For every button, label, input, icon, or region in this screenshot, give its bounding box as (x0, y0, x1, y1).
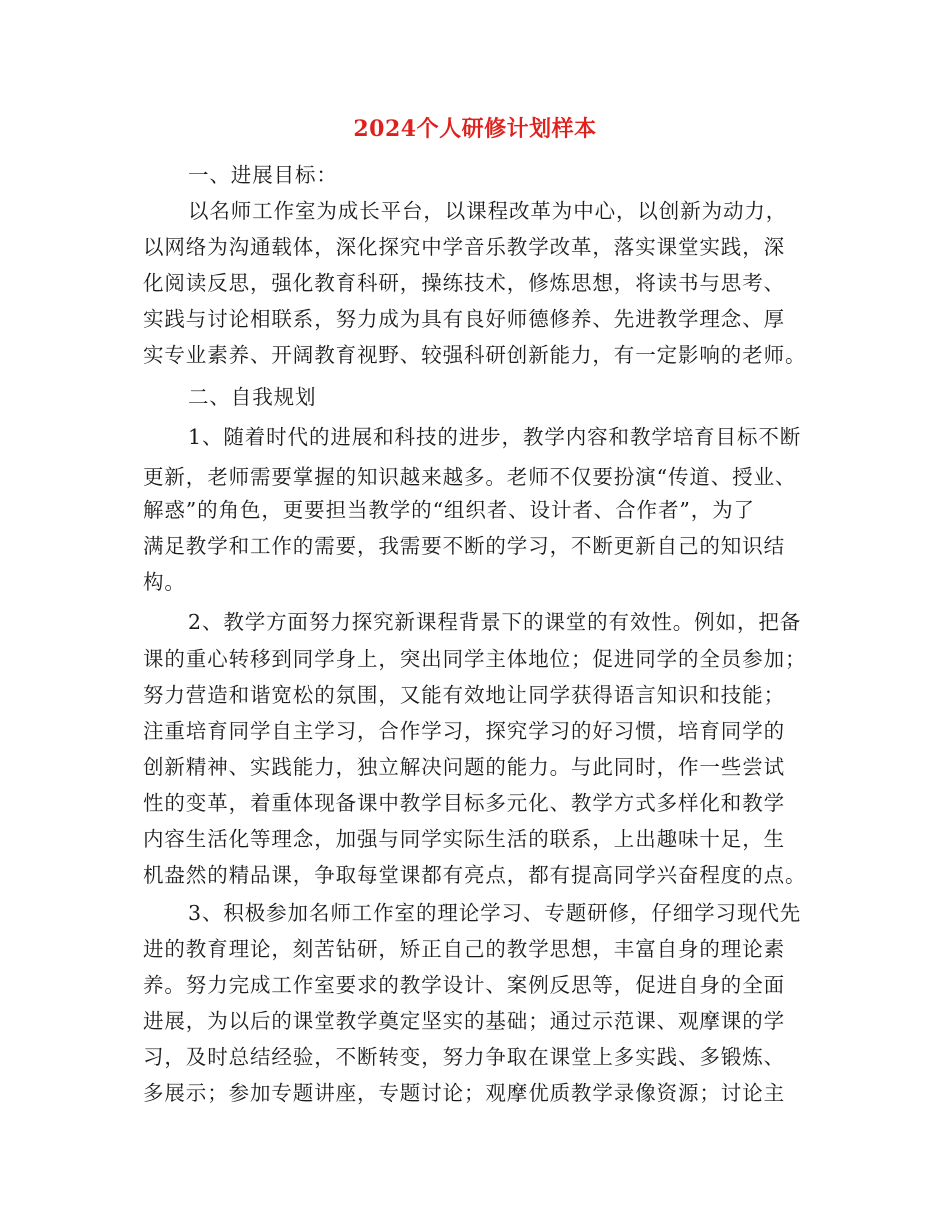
section-heading-goals: 一、进展目标： (188, 163, 338, 187)
paragraph-line: 以网络为沟通载体，深化探究中学音乐教学改革，落实课堂实践，深 (143, 235, 785, 259)
paragraph-line: 3、积极参加名师工作室的理论学习、专题研修，仔细学习现代先 (188, 901, 802, 925)
paragraph-line: 机盎然的精品课，争取每堂课都有亮点，都有提高同学兴奋程度的点。 (143, 863, 807, 887)
paragraph-line: 化阅读反思，强化教育科研，操练技术，修炼思想，将读书与思考、 (143, 271, 785, 295)
paragraph-line: 2、教学方面努力探究新课程背景下的课堂的有效性。例如，把备 (188, 610, 802, 634)
paragraph-line: 进的教育理论，刻苦钻研，矫正自己的教学思想，丰富自身的理论素 (143, 937, 785, 961)
paragraph-line: 实专业素养、开阔教育视野、较强科研创新能力，有一定影响的老师。 (143, 343, 807, 367)
paragraph-line: 内容生活化等理念，加强与同学实际生活的联系，上出趣味十足，生 (143, 827, 785, 851)
paragraph-line: 构。 (143, 570, 186, 594)
paragraph-line: 课的重心转移到同学身上，突出同学主体地位；促进同学的全员参加； (143, 647, 807, 671)
paragraph-line: 以名师工作室为成长平台，以课程改革为中心，以创新为动力， (188, 199, 788, 223)
paragraph-line: 更新，老师需要掌握的知识越来越多。老师不仅要扮演“传道、授业、 (143, 465, 797, 489)
paragraph-line: 性的变革，着重体现备课中教学目标多元化、教学方式多样化和教学 (143, 791, 785, 815)
document-title: 2024个人研修计划样本 (353, 116, 597, 142)
paragraph-line: 进展，为以后的课堂教学奠定坚实的基础；通过示范课、观摩课的学 (143, 1009, 785, 1033)
paragraph-line: 多展示；参加专题讲座，专题讨论；观摩优质教学录像资源；讨论主 (143, 1081, 785, 1105)
paragraph-line: 注重培育同学自主学习，合作学习，探究学习的好习惯，培育同学的 (143, 719, 785, 743)
section-heading-plan: 二、自我规划 (188, 385, 317, 409)
paragraph-line: 养。努力完成工作室要求的教学设计、案例反思等，促进自身的全面 (143, 973, 785, 997)
paragraph-line: 努力营造和谐宽松的氛围，又能有效地让同学获得语言知识和技能； (143, 683, 785, 707)
paragraph-line: 解惑”的角色，更要担当教学的“组织者、设计者、合作者”，为了 (143, 498, 755, 522)
paragraph-line: 创新精神、实践能力，独立解决问题的能力。与此同时，作一些尝试 (143, 755, 785, 779)
paragraph-line: 1、随着时代的进展和科技的进步，教学内容和教学培育目标不断 (188, 425, 802, 449)
paragraph-line: 满足教学和工作的需要，我需要不断的学习，不断更新自己的知识结 (143, 534, 785, 558)
paragraph-line: 习，及时总结经验，不断转变，努力争取在课堂上多实践、多锻炼、 (143, 1045, 785, 1069)
paragraph-line: 实践与讨论相联系，努力成为具有良好师德修养、先进教学理念、厚 (143, 307, 785, 331)
